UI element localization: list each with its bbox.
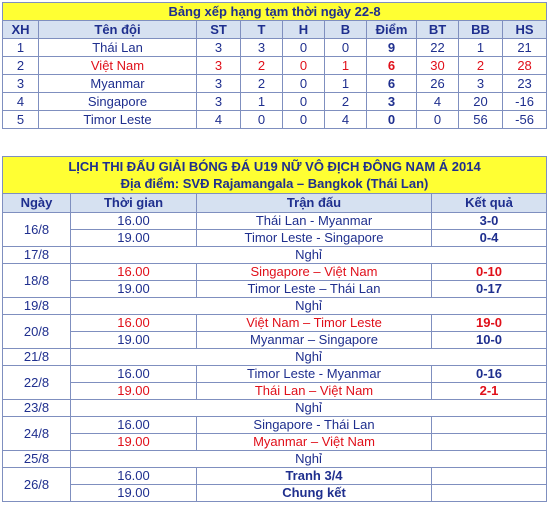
standings-row (3, 93, 547, 111)
standings-cell-t: 0 (241, 111, 283, 129)
schedule-result: 2-1 (432, 383, 547, 400)
schedule-match-row (3, 230, 547, 247)
schedule-result: 3-0 (432, 213, 547, 230)
schedule-header-cell: Ngày (3, 194, 71, 213)
schedule-date: 21/8 (3, 349, 71, 366)
standings-cell-hs: 21 (503, 39, 547, 57)
schedule-result: 0-16 (432, 366, 547, 383)
schedule-header-row (3, 194, 547, 213)
schedule-match: Singapore - Thái Lan (197, 417, 432, 434)
standings-cell-bt: 4 (417, 93, 459, 111)
schedule-header-cell: Thời gian (71, 194, 197, 213)
schedule-result (432, 417, 547, 434)
standings-cell-pts: 6 (367, 75, 417, 93)
schedule-header-cell: Trận đấu (197, 194, 432, 213)
schedule-title-line2: Địa điểm: SVĐ Rajamangala – Bangkok (Thái Lan) (120, 176, 429, 191)
standings-cell-t: 3 (241, 39, 283, 57)
schedule-date: 25/8 (3, 451, 71, 468)
schedule-header-cell: Kết quả (432, 194, 547, 213)
standings-cell-pts: 0 (367, 111, 417, 129)
standings-row (3, 111, 547, 129)
schedule-rest-label: Nghỉ (71, 298, 547, 315)
schedule-result: 0-4 (432, 230, 547, 247)
standings-header-cell: T (241, 21, 283, 39)
standings-cell-b: 4 (325, 111, 367, 129)
schedule-date: 22/8 (3, 366, 71, 400)
schedule-match-row (3, 434, 547, 451)
standings-cell-st: 4 (197, 111, 241, 129)
schedule-time: 19.00 (71, 230, 197, 247)
schedule-table (2, 156, 547, 502)
schedule-date: 20/8 (3, 315, 71, 349)
standings-cell-bb: 3 (459, 75, 503, 93)
schedule-result (432, 468, 547, 485)
schedule-rest-row (3, 451, 547, 468)
schedule-match: Timor Leste - Singapore (197, 230, 432, 247)
standings-cell-t: 2 (241, 75, 283, 93)
schedule-date: 26/8 (3, 468, 71, 502)
schedule-time: 16.00 (71, 264, 197, 281)
standings-cell-rank: 5 (3, 111, 39, 129)
schedule-match-row (3, 468, 547, 485)
standings-cell-bt: 30 (417, 57, 459, 75)
standings-cell-st: 3 (197, 93, 241, 111)
standings-cell-hs: 28 (503, 57, 547, 75)
schedule-time: 16.00 (71, 417, 197, 434)
standings-cell-team: Singapore (39, 93, 197, 111)
standings-title: Bảng xếp hạng tạm thời ngày 22-8 (3, 3, 547, 21)
schedule-match: Thái Lan – Việt Nam (197, 383, 432, 400)
schedule-match-row (3, 383, 547, 400)
standings-cell-bt: 0 (417, 111, 459, 129)
standings-cell-bt: 22 (417, 39, 459, 57)
standings-header-cell: H (283, 21, 325, 39)
schedule-match: Myanmar – Singapore (197, 332, 432, 349)
schedule-rest-row (3, 247, 547, 264)
schedule-title-line1: LỊCH THI ĐẤU GIẢI BÓNG ĐÁ U19 NỮ VÔ ĐỊCH ĐÔNG NAM Á 2014 (68, 159, 481, 174)
schedule-rest-row (3, 400, 547, 417)
standings-header-cell: Điểm (367, 21, 417, 39)
schedule-match-row (3, 213, 547, 230)
standings-cell-bb: 1 (459, 39, 503, 57)
schedule-time: 16.00 (71, 213, 197, 230)
schedule-date: 19/8 (3, 298, 71, 315)
standings-cell-h: 0 (283, 39, 325, 57)
schedule-date: 17/8 (3, 247, 71, 264)
standings-cell-hs: -56 (503, 111, 547, 129)
schedule-time: 16.00 (71, 366, 197, 383)
schedule-rest-row (3, 349, 547, 366)
standings-cell-team: Timor Leste (39, 111, 197, 129)
standings-cell-b: 1 (325, 57, 367, 75)
schedule-result: 10-0 (432, 332, 547, 349)
standings-cell-h: 0 (283, 111, 325, 129)
standings-header-row (3, 21, 547, 39)
schedule-match: Chung kết (197, 485, 432, 502)
standings-cell-t: 1 (241, 93, 283, 111)
schedule-match-row (3, 417, 547, 434)
schedule-time: 19.00 (71, 434, 197, 451)
standings-row (3, 57, 547, 75)
schedule-result (432, 485, 547, 502)
standings-cell-bt: 26 (417, 75, 459, 93)
standings-cell-b: 1 (325, 75, 367, 93)
standings-cell-pts: 3 (367, 93, 417, 111)
standings-header-cell: ST (197, 21, 241, 39)
standings-cell-team: Myanmar (39, 75, 197, 93)
schedule-rest-label: Nghỉ (71, 451, 547, 468)
standings-header-cell: Tên đội (39, 21, 197, 39)
schedule-rest-label: Nghỉ (71, 247, 547, 264)
standings-cell-hs: 23 (503, 75, 547, 93)
schedule-match: Việt Nam – Timor Leste (197, 315, 432, 332)
schedule-result (432, 434, 547, 451)
schedule-time: 19.00 (71, 281, 197, 298)
schedule-time: 19.00 (71, 485, 197, 502)
schedule-match-row (3, 485, 547, 502)
standings-cell-t: 2 (241, 57, 283, 75)
standings-cell-bb: 56 (459, 111, 503, 129)
standings-cell-b: 0 (325, 39, 367, 57)
schedule-result: 0-17 (432, 281, 547, 298)
schedule-match-row (3, 366, 547, 383)
standings-cell-pts: 9 (367, 39, 417, 57)
standings-header-cell: XH (3, 21, 39, 39)
standings-cell-team: Việt Nam (39, 57, 197, 75)
standings-cell-hs: -16 (503, 93, 547, 111)
standings-header-cell: BB (459, 21, 503, 39)
schedule-date: 23/8 (3, 400, 71, 417)
standings-cell-bb: 20 (459, 93, 503, 111)
standings-cell-st: 3 (197, 75, 241, 93)
schedule-title (3, 157, 547, 194)
schedule-rest-label: Nghỉ (71, 349, 547, 366)
standings-cell-b: 2 (325, 93, 367, 111)
standings-cell-pts: 6 (367, 57, 417, 75)
standings-cell-team: Thái Lan (39, 39, 197, 57)
schedule-time: 16.00 (71, 468, 197, 485)
standings-row (3, 39, 547, 57)
schedule-date: 24/8 (3, 417, 71, 451)
schedule-match: Timor Leste - Myanmar (197, 366, 432, 383)
schedule-result: 0-10 (432, 264, 547, 281)
schedule-date: 16/8 (3, 213, 71, 247)
schedule-match-row (3, 281, 547, 298)
standings-cell-st: 3 (197, 39, 241, 57)
schedule-time: 19.00 (71, 383, 197, 400)
schedule-match-row (3, 315, 547, 332)
schedule-rest-label: Nghỉ (71, 400, 547, 417)
standings-header-cell: HS (503, 21, 547, 39)
standings-cell-st: 3 (197, 57, 241, 75)
schedule-match: Tranh 3/4 (197, 468, 432, 485)
standings-cell-rank: 3 (3, 75, 39, 93)
standings-cell-rank: 2 (3, 57, 39, 75)
standings-table (2, 2, 547, 129)
standings-cell-h: 0 (283, 93, 325, 111)
schedule-match-row (3, 332, 547, 349)
schedule-date: 18/8 (3, 264, 71, 298)
standings-cell-bb: 2 (459, 57, 503, 75)
standings-header-cell: B (325, 21, 367, 39)
schedule-match-row (3, 264, 547, 281)
schedule-result: 19-0 (432, 315, 547, 332)
schedule-match: Thái Lan - Myanmar (197, 213, 432, 230)
schedule-match: Myanmar – Việt Nam (197, 434, 432, 451)
schedule-time: 19.00 (71, 332, 197, 349)
standings-header-cell: BT (417, 21, 459, 39)
schedule-match: Timor Leste – Thái Lan (197, 281, 432, 298)
standings-row (3, 75, 547, 93)
schedule-rest-row (3, 298, 547, 315)
standings-cell-h: 0 (283, 75, 325, 93)
standings-cell-h: 0 (283, 57, 325, 75)
standings-cell-rank: 1 (3, 39, 39, 57)
schedule-time: 16.00 (71, 315, 197, 332)
standings-cell-rank: 4 (3, 93, 39, 111)
schedule-match: Singapore – Việt Nam (197, 264, 432, 281)
